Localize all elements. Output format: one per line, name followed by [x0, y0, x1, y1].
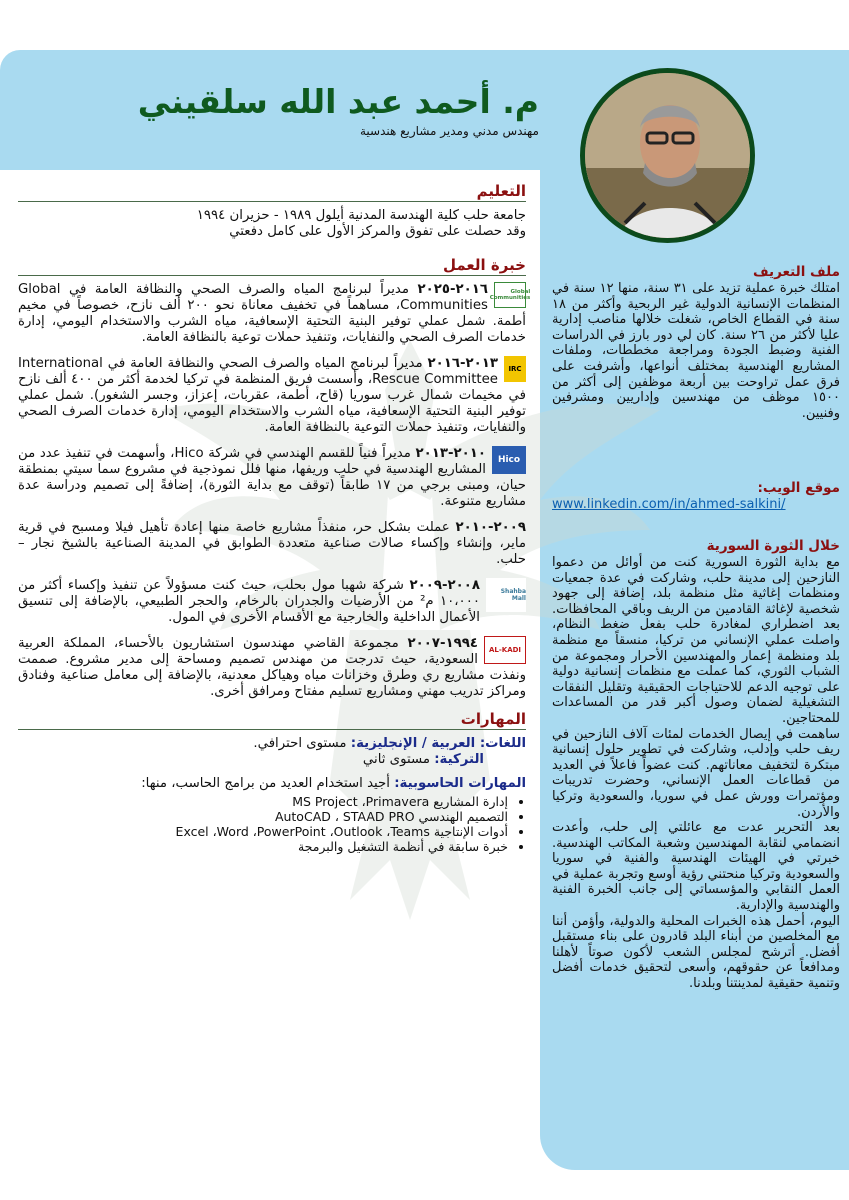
revolution-section [552, 538, 840, 992]
turkish-line [18, 752, 526, 768]
list-item: • إدارة المشاريع MS Project ،Primavera [18, 794, 508, 809]
main-column [18, 182, 531, 854]
person-title: مهندس مدني ومدير مشاريع هندسية [359, 124, 539, 138]
education-title: التعليم [18, 182, 526, 202]
skills-title: المهارات [18, 710, 526, 730]
job-entry [18, 446, 526, 510]
computer-skills-line [18, 776, 526, 792]
list-item: • خبرة سابقة في أنظمة التشغيل والبرمجة [18, 839, 508, 854]
experience-title: خبرة العمل [18, 256, 526, 276]
software-list [18, 794, 526, 854]
global-communities-logo-icon: Global Communities [494, 282, 526, 308]
education-line: وقد حصلت على تفوق والمركز الأول على كامل دفعتي [229, 224, 526, 239]
languages-line [18, 736, 526, 752]
job-years: ٢٠٠٨-٢٠٠٩ [409, 578, 480, 593]
job-description: مديراً لبرنامج المياه والصرف الصحي والنظافة العامة في Global Communities، مساهماً في تخفيف معاناة نحو ٢٠٠ ألف نازح، خصوصاً في مخيم أطمة. شمل عملي توفير البنية التحتية الإسعافية، مياه الشرب والاستخدام اليومي، إدارة خدمات الصرف الصحي والنفايات، وتنفيذ حملات توعية بالنظافة العامة. [18, 282, 526, 345]
portrait-image [585, 73, 750, 238]
languages-label: اللغات: العربية / الإنجليزية: [350, 736, 526, 751]
revolution-paragraph: اليوم، أحمل هذه الخبرات المحلية والدولية، وأؤمن أننا مع المخلصين من أبناء البلد قادرون على بناء مستقبل أفضل. أترشح لمجلس الشعب لأكون صوتاً لأهلنا ومدافعاً عن حقوقهم، وأسعى لتحقيق خدمات أفضل وتنمية حقيقية لمدينتنا وبلدنا. [552, 913, 840, 992]
profile-title: ملف التعريف [752, 264, 840, 280]
turkish-value: مستوى ثاني [362, 752, 430, 767]
education-line: جامعة حلب كلية الهندسة المدنية أيلول ١٩٨٩ - حزيران ١٩٩٤ [196, 208, 526, 223]
revolution-title: خلال الثورة السورية [706, 538, 840, 554]
shahba-mall-logo-icon: Shahba Mall [486, 578, 526, 612]
job-entry [18, 636, 526, 700]
job-description: مديراً لبرنامج المياه والصرف الصحي والنظافة العامة في International Rescue Committee، وأسست فريق المنظمة في تركيا لخدمة أكثر من ٤٠٠ ألف نازح في مخيمات شمال غرب سوريا (قاح، أطمة، عقربات، إعزاز، وجسر الشغور). شمل عملي توفير البنية التحتية الإسعافية، مياه الشرب والاستخدام اليومي، إدارة خدمات الصرف الصحي والنفايات، وتنفيذ حملات التوعية بالنظافة العامة. [18, 356, 526, 435]
website-section [552, 480, 840, 512]
list-item: • أدوات الإنتاجية Excel ،Word ،PowerPoint ،Outlook ،Teams [18, 824, 508, 839]
languages-value: مستوى احترافي. [253, 736, 347, 751]
job-entry [18, 520, 526, 568]
job-description: شركة شهبا مول بحلب، حيث كنت مسؤولاً عن تنفيذ وإكساء أكثر من ١٠،٠٠٠ م² من الأرضيات والجدران بالرخام، والحجر الطبيعي، بالإضافة إلى تنسيق الأعمال الداخلية والخارجية مع الأقسام الأخرى في المول. [18, 578, 480, 625]
website-title: موقع الويب: [757, 480, 840, 496]
job-description: مديراً فنياً للقسم الهندسي في شركة Hico، وأسهمت في تنفيذ عدد من المشاريع الهندسية في حلب وريفها، منها فلل نموذجية في مشروع سما سيتي بمنطقة حيان، ومبنى برجي من ١٧ طابقاً (توقف مع بداية الثورة)، إضافةً إلى تصميم ودراسة عدة مشاريع متنوعة. [18, 446, 526, 509]
revolution-paragraph: ساهمت في إيصال الخدمات لمئات آلاف النازحين في ريف حلب وإدلب، وشاركت في تطوير حلول إنسانية مبتكرة لتخفيف معاناتهم. كنت عضواً فاعلاً في العديد من قطاعات العمل الإنساني، وحضرت تدريبات ومؤتمرات وورش عمل في سوريا، والسعودية وتركيا والأردن. [552, 726, 840, 820]
profile-text: امتلك خبرة عملية تزيد على ٣١ سنة، منها ١٢ سنة في المنظمات الإنسانية الدولية غير الربحية وأكثر من ١٨ سنة في القطاع الخاص، شغلت خلالها مناصب إدارية عليا لأكثر من ٢٦ سنة. كان لي دور بارز في الدراسات الفنية وضبط الجودة ومراجعة مخططات، وملفات المشاريع الهندسية بمختلف أنواعها، وأشرفت على فرق عمل تراوحت بين أربعة موظفين إلى أكثر من ١٥٠٠ موظف من مهندسين وإداريين ومشرفين وفنيين. [552, 281, 840, 421]
profile-photo [580, 68, 755, 243]
turkish-label: التركية: [434, 752, 484, 767]
hico-logo-icon: Hico [492, 446, 526, 474]
job-description: عملت بشكل حر، منفذاً مشاريع خاصة منها إعادة تأهيل فيلا ومسبح في قرية ماير، وإنشاء وإكساء صالات صناعية متعددة الطوابق في المدينة الصناعية بالشيخ نجار – حلب. [18, 520, 526, 567]
job-entry [18, 356, 526, 436]
revolution-paragraph: بعد التحرير عدت مع عائلتي إلى حلب، وأعدت انضمامي لنقابة المهندسين وشعبة المكاتب الهندسية. خبرتي في الهيئات الهندسية والفنية في سوريا والسعودية وتركيا منحتني رؤية أوسع وتجربة عملية في العمل النقابي والمؤسساتي إلى جانب الخبرة الفنية والهندسية والإدارية. [552, 820, 840, 914]
person-name: م. أحمد عبد الله سلقيني [137, 82, 539, 121]
computer-skills-value: أجيد استخدام العديد من برامج الحاسب، منها: [141, 776, 390, 791]
list-item: • التصميم الهندسي AutoCAD ، STAAD PRO [18, 809, 508, 824]
job-years: ٢٠١٣-٢٠١٦ [427, 356, 498, 371]
profile-section [552, 264, 840, 421]
revolution-paragraph: مع بداية الثورة السورية كنت من أوائل من دعموا النازحين إلى مدينة حلب، وشاركت في عدة جمعيات ومنظمات إغاثية مثل منظمة بلد، إضافة إلى جهود شخصية لإغاثة القادمين من الريف وباقي المحافظات. بعد اضطراري لمغادرة حلب بفعل ضغط النظام، واصلت عملي الإنساني من تركيا، منسقاً مع منظمة بلد ومنظمة إعمار والمهندسين الأحرار ومجموعة من الشباب الثوري، كما عملت مع منظمات إنسانية دولية على توجيه الدعم للاحتياجات الحقيقية وتقليل النفقات التشغيلية لضمان وصول أكبر قدر من المساعدات للمحتاجين. [552, 555, 840, 726]
job-entry [18, 578, 526, 626]
job-years: ٢٠٠٩-٢٠١٠ [455, 520, 526, 535]
job-entry [18, 282, 531, 346]
job-years: ١٩٩٤-٢٠٠٧ [407, 636, 478, 651]
linkedin-link[interactable]: www.linkedin.com/in/ahmed-salkini/ [552, 497, 786, 512]
computer-skills-label: المهارات الحاسوبية: [394, 776, 526, 791]
job-years: ٢٠١٦-٢٠٢٥ [417, 282, 488, 297]
alkadi-logo-icon: AL-KADI [484, 636, 526, 664]
irc-logo-icon: IRC [504, 356, 526, 382]
job-description: مجموعة القاضي مهندسون استشاريون بالأحساء، المملكة العربية السعودية، حيث تدرجت من مهندس تصميم ومساحة إلى مدير مشروع. صممت ونفذت مشاريع ري وطرق وخزانات مياه وهياكل معدنية، بالإضافة إلى معامل صناعية وفنادق ومراكز تدريب مهني ومشاريع تسليم مفتاح ومرافق أخرى. [18, 636, 526, 699]
job-years: ٢٠١٠-٢٠١٣ [415, 446, 486, 461]
